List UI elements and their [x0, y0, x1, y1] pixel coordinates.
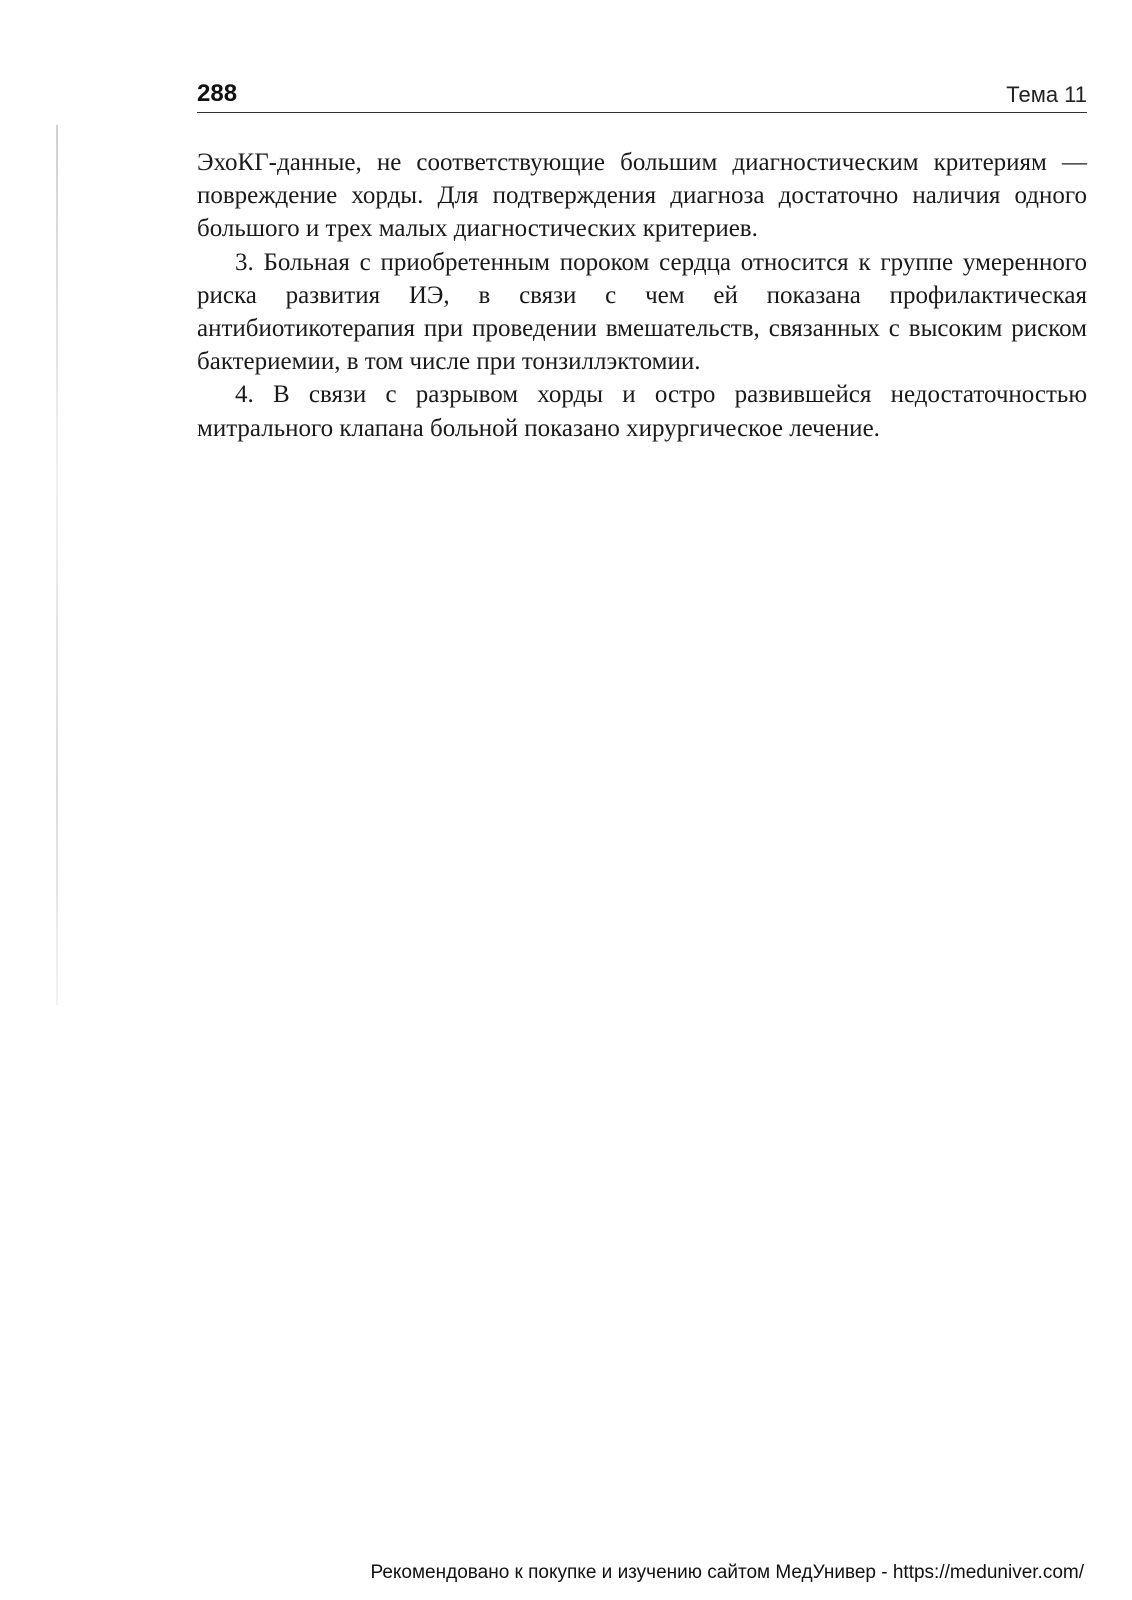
footer-note: Рекомендовано к покупке и изучению сайтом МедУнивер - https://meduniver.com/	[370, 1562, 1084, 1583]
paragraph-continuation: ЭхоКГ-данные, не соответствующие большим диагностическим критериям — повреждение хорды. Для подтверждения диагноза достаточно наличия одного большого и трех малых диагностических критериев.	[197, 149, 1087, 243]
paragraph-item-3: 3. Больная с приобретенным пороком сердца относится к группе умеренного риска развития ИЭ, в связи с чем ей показана профилактическая антибиотикотерапия при проведении вмешательств, связанных с высоким риском бактериемии, в том числе при тонзиллэктомии.	[197, 248, 1087, 376]
scan-edge-shadow	[56, 125, 58, 1005]
body-text	[197, 146, 1087, 445]
header-rule	[197, 112, 1087, 113]
paragraph-item-4: 4. В связи с разрывом хорды и остро развившейся недостаточностью митрального клапана больной показано хирургическое лечение.	[197, 381, 1087, 442]
page-number: 288	[197, 80, 238, 107]
running-head: Тема 11	[1006, 82, 1087, 107]
